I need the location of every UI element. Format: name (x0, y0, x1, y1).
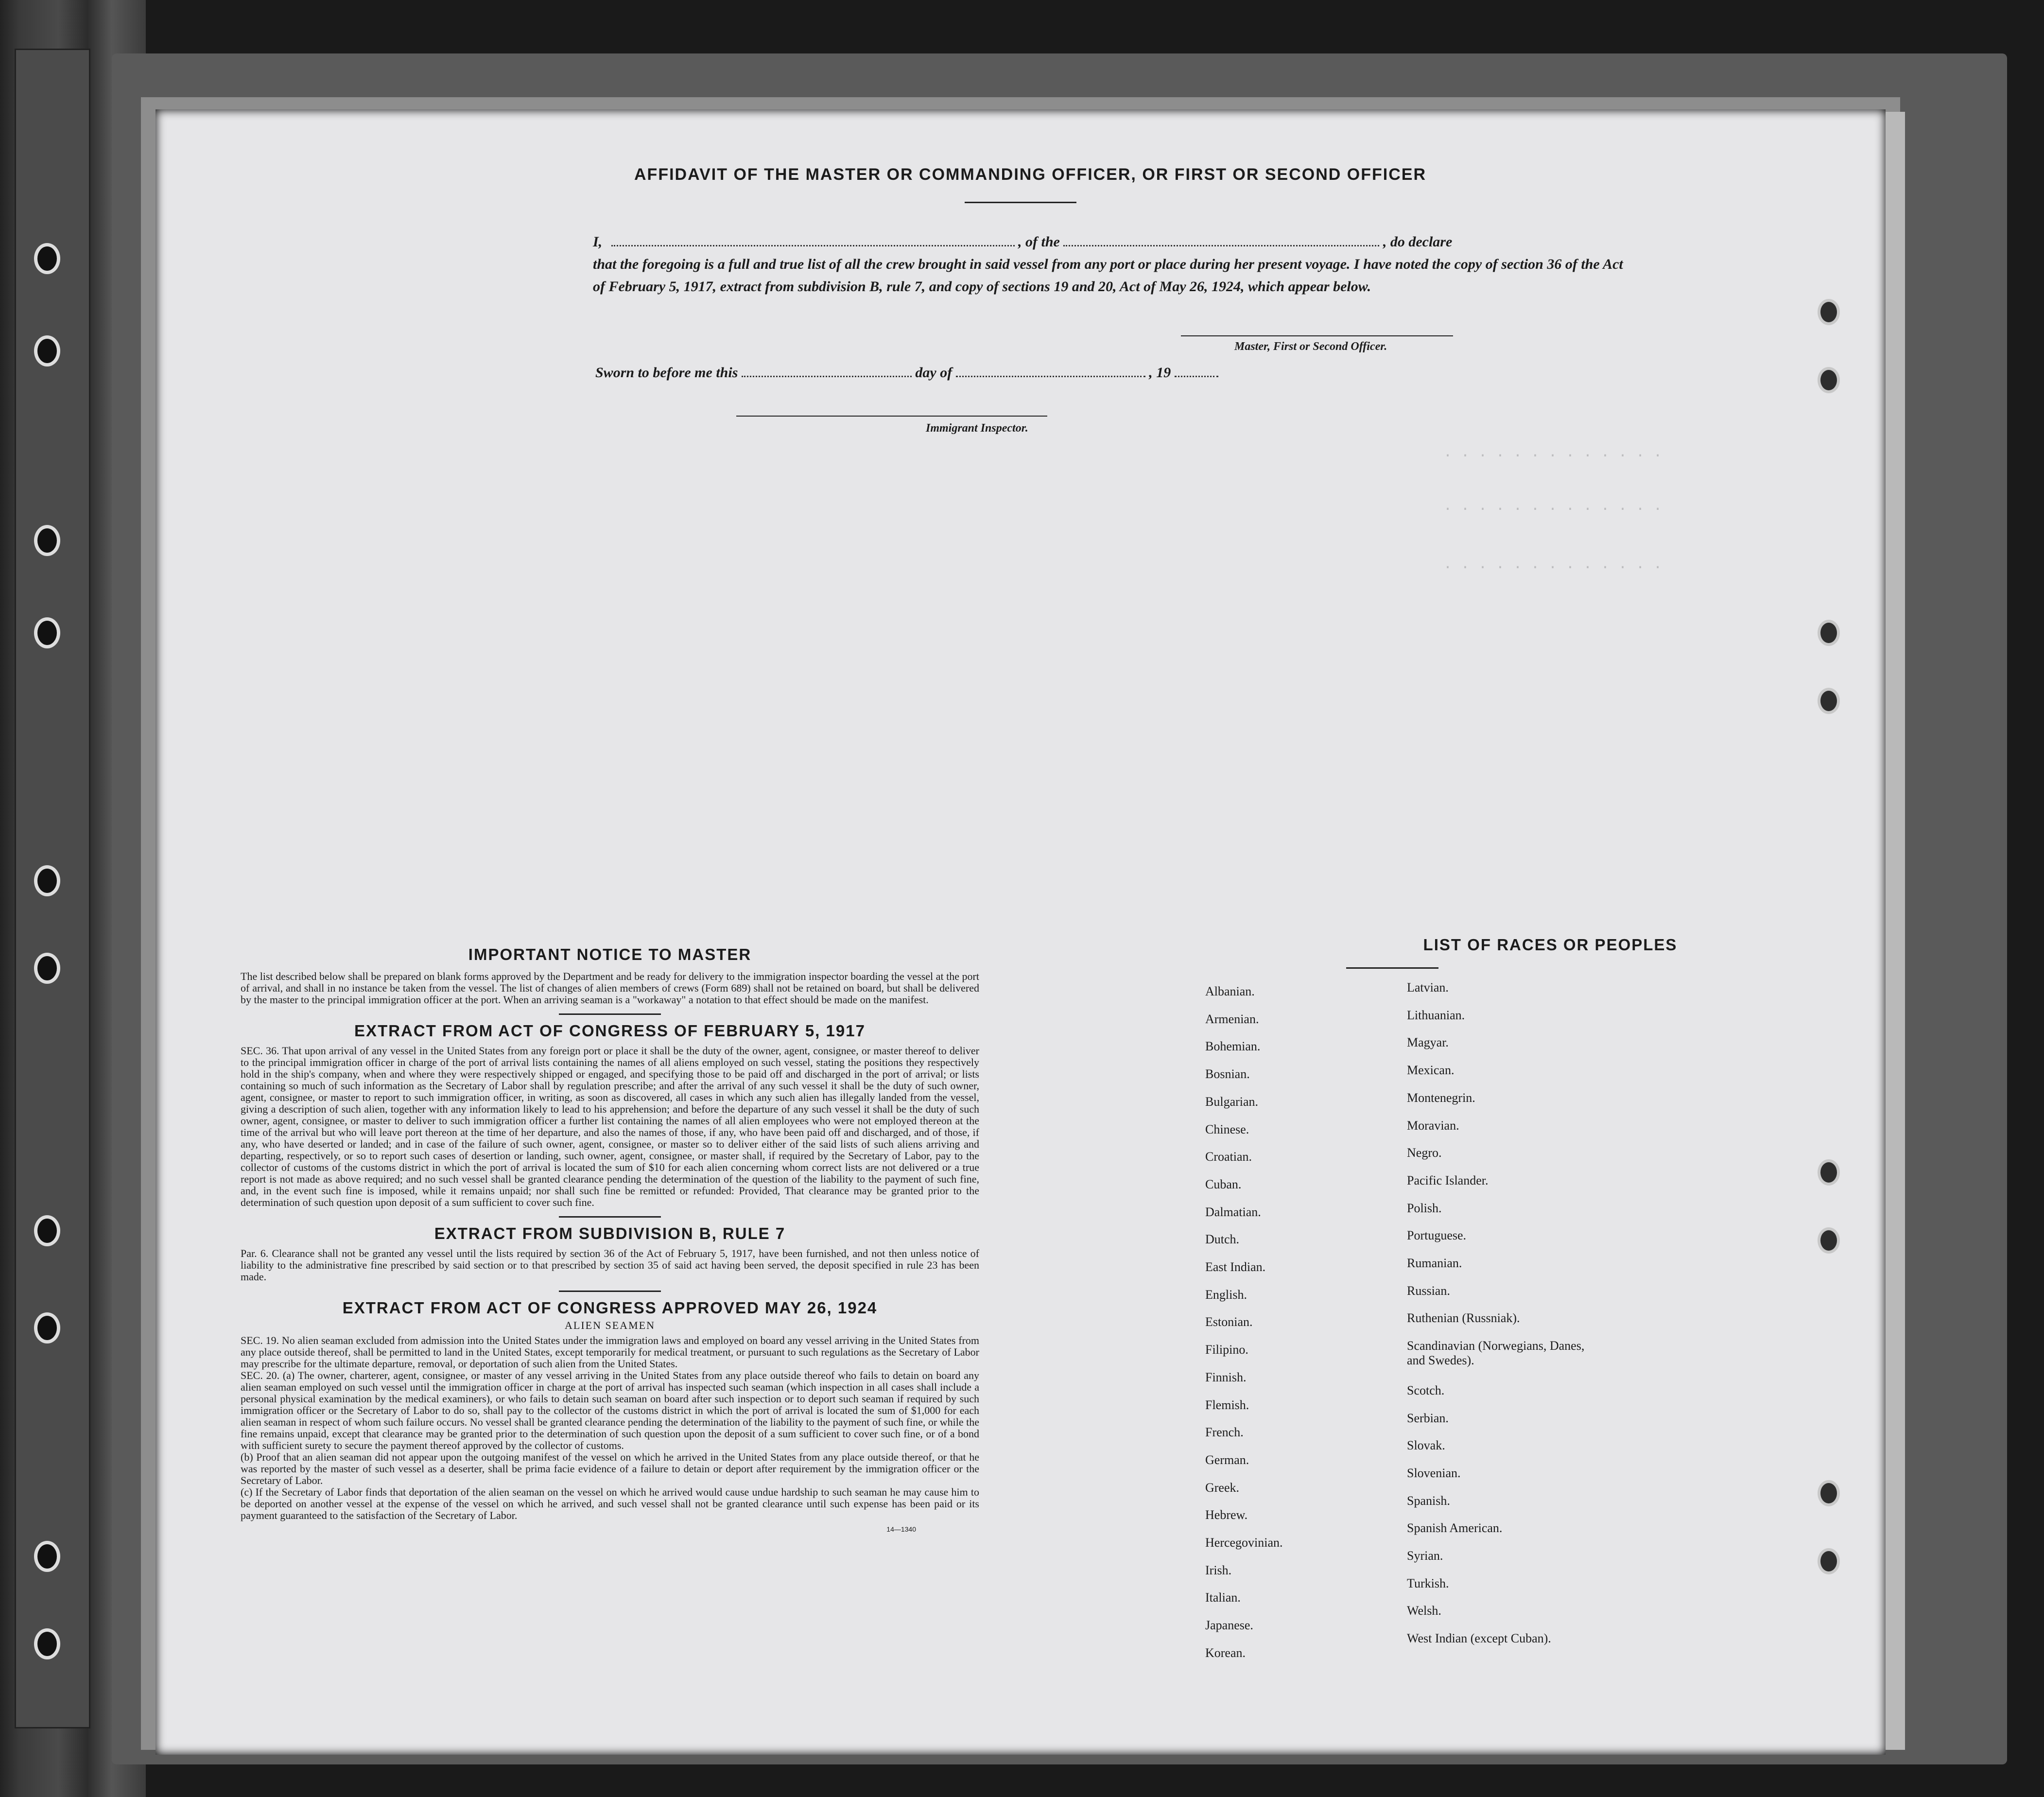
race-item: Rumanian. (1407, 1256, 1462, 1270)
race-item: English. (1205, 1287, 1247, 1302)
race-item: Bulgarian. (1205, 1094, 1259, 1109)
notices-column (241, 945, 979, 1533)
race-item: Lithuanian. (1407, 1008, 1465, 1022)
binder-ring (34, 1541, 60, 1572)
sec20b-text: (b) Proof that an alien seaman did not appear upon the outgoing manifest of the vessel on which he arrived in the United States from any place outside thereof, or that he was reported by the master of such vessel as a deserter, shall be prima facie evidence of a failure to detain or deport after requirement by the immigration officer or the Secretary of Labor. (241, 1451, 979, 1486)
divider (965, 202, 1076, 203)
day-of-text: day of (915, 365, 953, 381)
sworn-month-field[interactable] (956, 376, 1145, 377)
binder-ring (34, 335, 60, 366)
rule7-text: Par. 6. Clearance shall not be granted any vessel until the lists required by section 36 of the Act of February 5, 1917, have been furnished, and not then unless notice of liability to the administrative fine prescribed by said section or to that prescribed by section 35 of said act having been served, the deposit specified in rule 23 has been made. (241, 1247, 979, 1283)
race-item: Japanese. (1205, 1618, 1253, 1633)
affidavit-line1 (593, 231, 1652, 253)
divider (1346, 967, 1438, 969)
divider (559, 1216, 661, 1218)
bleed-through-text: . . . . . . . . . . . . . (1443, 445, 1663, 461)
race-item: Chinese. (1205, 1122, 1249, 1136)
punch-hole (1818, 1480, 1840, 1506)
binder-ring (34, 525, 60, 556)
race-item: Dalmatian. (1205, 1204, 1261, 1219)
race-item: Albanian. (1205, 984, 1255, 998)
punch-hole (1818, 1159, 1840, 1186)
race-item: Pacific Islander. (1407, 1173, 1489, 1187)
race-item: Korean. (1205, 1645, 1246, 1660)
race-item: Serbian. (1407, 1411, 1449, 1425)
punch-hole (1818, 688, 1840, 714)
document-page (156, 109, 1886, 1755)
rule7-title: EXTRACT FROM SUBDIVISION B, RULE 7 (434, 1224, 786, 1242)
race-item: Filipino. (1205, 1343, 1248, 1357)
race-item: Flemish. (1205, 1397, 1249, 1412)
inspector-signature-line[interactable] (736, 416, 1047, 417)
race-item: Montenegrin. (1407, 1090, 1475, 1105)
sec20a-text: SEC. 20. (a) The owner, charterer, agent, consignee, or master of any vessel arriving in the United States from any place outside thereof who fails to detain on board any alien seaman employed on such vessel until the immigration officer in charge at the port of arrival has inspected such seaman (which inspection in all cases shall include a personal physical examination by the medical examiners), or who fails to detain such seaman on board after such inspection or to deport such seaman if required by such immigration officer or the Secretary of Labor to do so, shall pay to the collector of the customs district in which the port of arrival is located the sum of $1,000 for each alien seaman in respect of whom such failure occurs. No vessel shall be granted clearance pending the determination of the liability to the payment of such fine, or while the fine remains unpaid, except that clearance may be granted prior to the determination of such question upon the deposit of a sum sufficient to cover such fine, or of a bond with sufficient surety to secure the payment thereof approved by the collector of customs. (241, 1369, 979, 1451)
race-item: Spanish. (1407, 1493, 1450, 1508)
affidavit-title: AFFIDAVIT OF THE MASTER OR COMMANDING OFFICER, OR FIRST OR SECOND OFFICER (634, 165, 1426, 184)
bleed-through-text: . . . . . . . . . . . . . (1443, 557, 1663, 573)
sworn-day-field[interactable] (742, 376, 912, 377)
divider (559, 1013, 661, 1015)
sworn-year-field[interactable] (1175, 376, 1218, 377)
signature-label: Master, First or Second Officer. (1234, 340, 1387, 353)
bleed-through-text: . . . . . . . . . . . . . (1443, 498, 1663, 515)
race-item: Estonian. (1205, 1315, 1253, 1329)
race-item: Irish. (1205, 1563, 1232, 1577)
binder-ring (34, 617, 60, 648)
binder-ring (34, 243, 60, 274)
race-item: Polish. (1407, 1201, 1442, 1215)
race-item: Magyar. (1407, 1035, 1449, 1050)
extract-1917-text: SEC. 36. That upon arrival of any vessel in the United States from any foreign port or place it shall be the duty of the owner, agent, consignee, or master thereof to deliver to the principal immigration officer in charge of the port of arrival lists containing the names of all aliens employed on such vessel, stating the positions they respectively hold in the ship's company, when and where they were respectively shipped or engaged, and specifying those to be paid off and discharged in the port of arrival; or lists containing so much of such information as the Secretary of Labor shall by regulation prescribe; and after the arrival of any such vessel it shall be the duty of such owner, agent, consignee, or master to report to such immigration officer, in writing, as soon as discovered, all cases in which any such alien has illegally landed from the vessel, giving a description of such alien, together with any information likely to lead to his apprehension; and before the departure of any such vessel it shall be the duty of such owner, agent, consignee, or master to deliver to such immigration officer a further list containing the names of all alien employees who were not employed thereon at the time of the arrival but who will leave port thereon at the time of her departure, and also the names of those, if any, who have been paid off and discharged, and of those, if any, who have deserted or landed; and in case of the failure of such owner, agent, consignee, or master so to deliver either of the said lists of such aliens arriving and departing, respectively, or so to report such cases of desertion or landing, such owner, agent, consignee, or master shall, if required by the Secretary of Labor, pay to the collector of customs of the customs district in which the port of arrival is located the sum of $10 for each alien concerning whom correct lists are not delivered or a true report is not made as above required; and no such vessel shall be granted clearance pending the determination of the question of the liability to the payment of such fine, and, in the event such fine is imposed, while it remains unpaid; nor shall such fine be remitted or refunded: Provided, That clearance may be granted prior to the determination of such question upon deposit of a sum sufficient to cover such fine. (241, 1045, 979, 1208)
race-item: Armenian. (1205, 1012, 1259, 1026)
affidavit-declare: , do declare (1383, 234, 1453, 250)
punch-hole (1818, 1548, 1840, 1574)
year-text: , 19 (1149, 365, 1171, 381)
inspector-label: Immigrant Inspector. (926, 422, 1028, 435)
notice-text: The list described below shall be prepared on blank forms approved by the Department and be ready for delivery to the immigration inspector boarding the vessel at the port of arrival, and shall in no instance be taken from the vessel. The list of changes of alien members of crews (Form 689) shall not be retained on board, but shall be delivered by the master to the principal immigration officer at the port. When an arriving seaman is a "workaway" a notation to that effect should be made on the manifest. (241, 970, 979, 1006)
race-item: Slovak. (1407, 1438, 1445, 1453)
race-item: Greek. (1205, 1480, 1240, 1495)
vessel-field[interactable] (1063, 245, 1379, 246)
race-item: Moravian. (1407, 1118, 1459, 1133)
race-item: Scandinavian (Norwegians, Danes, and Swedes). (1407, 1339, 1585, 1368)
race-item: Negro. (1407, 1146, 1442, 1160)
race-item: Hercegovinian. (1205, 1535, 1283, 1550)
race-item: Finnish. (1205, 1370, 1247, 1384)
punch-hole (1818, 367, 1840, 393)
race-item: Syrian. (1407, 1549, 1443, 1563)
race-item: Mexican. (1407, 1063, 1455, 1078)
race-item: Slovenian. (1407, 1466, 1461, 1480)
race-item: Portuguese. (1407, 1228, 1467, 1243)
race-item: Dutch. (1205, 1232, 1240, 1247)
race-item: Welsh. (1407, 1604, 1441, 1618)
race-item: Turkish. (1407, 1576, 1449, 1590)
extract-1924-title: EXTRACT FROM ACT OF CONGRESS APPROVED MAY 26, 1924 (342, 1299, 878, 1317)
race-item: West Indian (except Cuban). (1407, 1631, 1551, 1646)
binder-ring (34, 1628, 60, 1659)
race-item: Russian. (1407, 1283, 1450, 1298)
races-title: LIST OF RACES OR PEOPLES (1423, 936, 1678, 954)
sec19-text: SEC. 19. No alien seaman excluded from admission into the United States under the immigration laws and employed on board any vessel arriving in the United States from any place outside thereof, shall be permitted to land in the United States, except temporarily for medical treatment, or pursuant to such regulations as the Secretary of Labor may prescribe for the ultimate departure, removal, or deportation of such alien from the United States. (241, 1334, 979, 1370)
punch-hole (1818, 620, 1840, 646)
extract-1917-title: EXTRACT FROM ACT OF CONGRESS OF FEBRUARY 5, 1917 (354, 1022, 866, 1040)
punch-hole (1818, 1227, 1840, 1254)
binder-ring (34, 1215, 60, 1246)
alien-seamen-subtitle: ALIEN SEAMEN (565, 1319, 655, 1331)
sworn-line (595, 365, 1218, 381)
affidavit-i: I, (593, 234, 603, 250)
race-item: German. (1205, 1452, 1249, 1467)
sec20c-text: (c) If the Secretary of Labor finds that deportation of the alien seaman on the vessel on which he arrived would cause undue hardship to such seaman he may cause him to be deported on another vessel at the expense of the vessel on which he arrived, and such vessel shall not be granted clearance until such expense has been paid or its payment guaranteed to the satisfaction of the Secretary of Labor. (241, 1486, 979, 1521)
name-field[interactable] (611, 245, 1015, 246)
divider (559, 1291, 661, 1292)
notice-title: IMPORTANT NOTICE TO MASTER (468, 945, 752, 963)
race-item: Latvian. (1407, 980, 1449, 994)
binder-ring (34, 865, 60, 896)
race-item: Cuban. (1205, 1177, 1242, 1191)
race-item: Scotch. (1407, 1383, 1445, 1397)
race-item: Ruthenian (Russniak). (1407, 1311, 1520, 1326)
binder-ring (34, 953, 60, 984)
race-item: Bosnian. (1205, 1067, 1250, 1082)
page-edge (1886, 112, 1905, 1750)
race-item: Hebrew. (1205, 1508, 1248, 1522)
binder-ring (34, 1312, 60, 1343)
race-item: Croatian. (1205, 1150, 1252, 1164)
affidavit-body: that the foregoing is a full and true list of all the crew brought in said vessel from any port or place during her present voyage. I have noted the copy of section 36 of the Act of February 5, 1917, extract from subdivision B, rule 7, and copy of sections 19 and 20, Act of May 26, 1924, which appear below. (593, 256, 1623, 295)
signature-line[interactable] (1181, 335, 1453, 336)
race-item: French. (1205, 1425, 1244, 1440)
affidavit-of-the: , of the (1018, 234, 1060, 250)
race-item: Spanish American. (1407, 1521, 1503, 1535)
race-item: Bohemian. (1205, 1039, 1261, 1054)
race-item: East Indian. (1205, 1260, 1266, 1274)
race-item: Italian. (1205, 1590, 1241, 1605)
punch-hole (1818, 299, 1840, 325)
form-number: 14—1340 (886, 1525, 916, 1533)
sworn-text: Sworn to before me this (595, 365, 738, 381)
affidavit-block (593, 231, 1652, 298)
